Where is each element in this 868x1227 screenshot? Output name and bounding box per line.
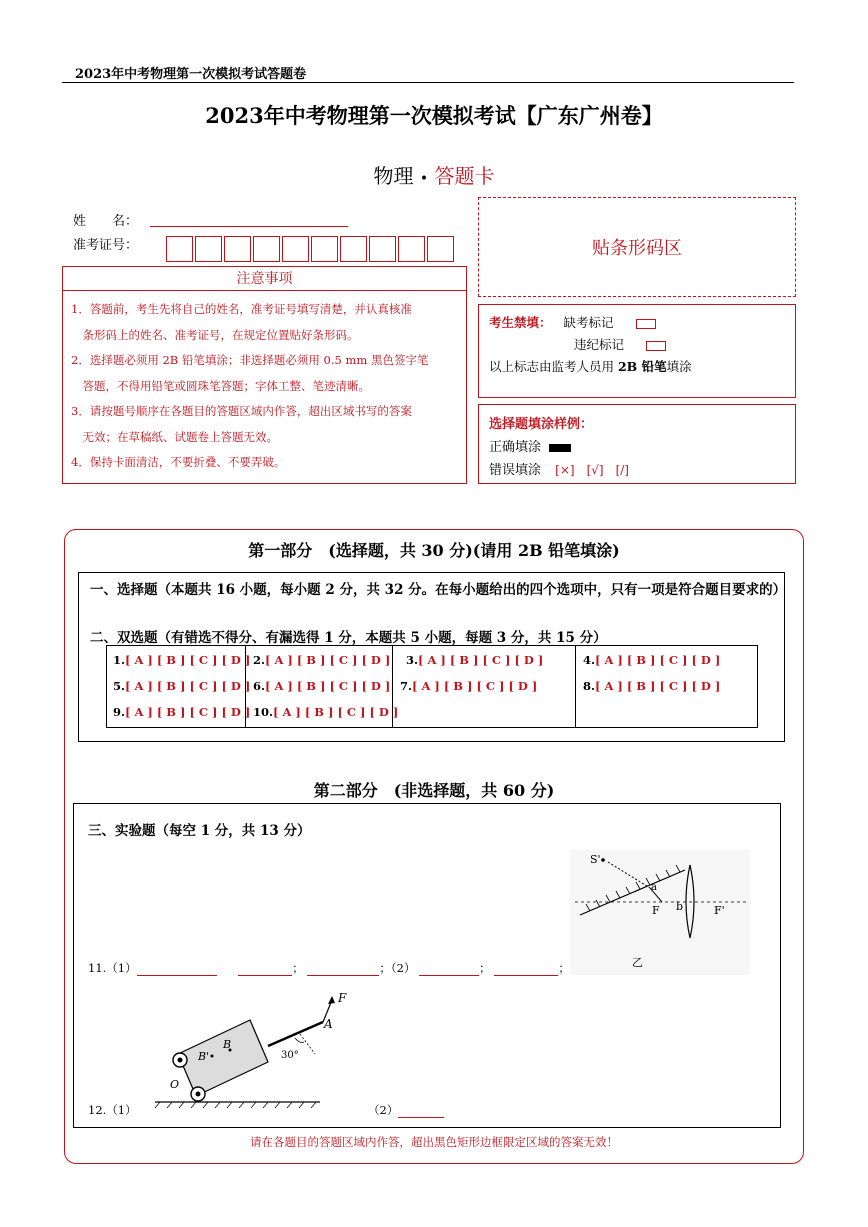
question-1-options[interactable] <box>113 653 250 667</box>
q11-blank-2[interactable] <box>238 963 292 976</box>
label-s-prime: S' <box>590 853 601 866</box>
question-number: 4. <box>583 653 596 667</box>
part1-desc-single: 一、选择题（本题共 16 小题，每小题 2 分，共 32 分。在每小题给出的四个选项中，只有一项是符合题目要求的） <box>90 582 787 598</box>
wrong-marks: [×] [√] [/] <box>555 463 629 477</box>
wheel-bottom-hub <box>196 1092 201 1097</box>
correct-fill-sample <box>549 444 571 452</box>
question-number: 5. <box>113 679 126 693</box>
question-4-options[interactable] <box>583 653 720 667</box>
forbid-note-pre: 以上标志由监考人员用 <box>489 359 618 374</box>
label-b-prime: B' <box>198 1050 210 1063</box>
sub-title-card: 答题卡 <box>434 164 495 188</box>
id-box-2[interactable] <box>195 236 222 262</box>
option-bubbles[interactable]: [ A ] [ B ] [ C ] [ D ] <box>595 679 721 693</box>
question-number: 2. <box>253 653 266 667</box>
correct-label: 正确填涂 <box>489 440 542 455</box>
label-b: B <box>223 1038 232 1051</box>
wheel-top-hub <box>178 1058 183 1063</box>
option-bubbles[interactable]: [ A ] [ B ] [ C ] [ D ] <box>418 653 544 667</box>
ground-hatching <box>155 1102 316 1108</box>
question-number: 10. <box>253 705 274 719</box>
notice-heading: 注意事项 <box>62 266 467 291</box>
forbid-note <box>489 357 785 375</box>
question-3-options[interactable] <box>406 653 543 667</box>
id-box-5[interactable] <box>282 236 309 262</box>
barcode-label: 贴条形码区 <box>592 238 682 259</box>
name-field[interactable] <box>150 226 348 227</box>
label-f-left: F <box>652 904 660 917</box>
notice-line: 条形码上的姓名、准考证号，在规定位置贴好条形码。 <box>71 327 359 342</box>
option-bubbles[interactable]: [ A ] [ B ] [ C ] [ D ] <box>125 705 251 719</box>
id-box-3[interactable] <box>224 236 251 262</box>
running-header: 2023年中考物理第一次模拟考试答题卷 <box>75 67 307 82</box>
option-bubbles[interactable]: [ A ] [ B ] [ C ] [ D ] <box>595 653 721 667</box>
angle-reference <box>300 1034 315 1054</box>
q11-blank-4[interactable] <box>419 963 479 976</box>
question-number: 9. <box>113 705 126 719</box>
option-bubbles[interactable]: [ A ] [ B ] [ C ] [ D ] <box>125 653 251 667</box>
violation-mark-box[interactable] <box>646 341 666 351</box>
question-10-options[interactable] <box>253 705 398 719</box>
question-9-options[interactable] <box>113 705 250 719</box>
absent-mark-box[interactable] <box>636 319 656 329</box>
q11-sep: ； <box>292 961 304 975</box>
notice-line: 2．选择题必须用 2B 铅笔填涂；非选择题必须用 0.5 mm 黑色签字笔 <box>71 353 429 367</box>
absent-label: 缺考标记 <box>563 315 614 330</box>
q3-title: 三、实验题（每空 1 分，共 13 分） <box>88 823 311 839</box>
sample-box <box>478 404 796 484</box>
notice-line: 无效；在草稿纸、试题卷上答题无效。 <box>71 429 278 444</box>
id-box-8[interactable] <box>369 236 396 262</box>
violation-label: 违纪标记 <box>574 337 625 352</box>
q11-sep: ； <box>379 961 391 975</box>
name-label: 姓 名： <box>73 214 139 229</box>
part1-title: 第一部分 (选择题，共 30 分)(请用 2B 铅笔填涂) <box>248 541 620 560</box>
question-number: 1. <box>113 653 126 667</box>
forbid-note-bold: 2B 铅笔 <box>617 359 667 374</box>
sample-label: 选择题填涂样例： <box>489 417 594 432</box>
s-prime-point <box>601 858 605 862</box>
id-box-1[interactable] <box>166 236 193 262</box>
question-7-options[interactable] <box>400 679 537 693</box>
notice-line: 1．答题前，考生先将自己的姓名，准考证号填写清楚，并认真核准 <box>71 302 412 316</box>
q12-label: 12.（1） <box>88 1103 137 1117</box>
q11-blank-3[interactable] <box>307 963 379 976</box>
question-6-options[interactable] <box>253 679 390 693</box>
id-label: 准考证号： <box>73 238 139 253</box>
id-box-7[interactable] <box>340 236 367 262</box>
label-angle: 30° <box>281 1050 299 1061</box>
incline-figure <box>150 990 370 1110</box>
question-number: 8. <box>583 679 596 693</box>
option-bubbles[interactable]: [ A ] [ B ] [ C ] [ D ] <box>412 679 538 693</box>
figure-caption: 乙 <box>632 956 643 969</box>
q11-blank-1[interactable] <box>137 963 217 976</box>
angle-arc <box>295 1038 304 1043</box>
q12-part2-label: （2） <box>368 1103 399 1117</box>
sub-title-dot: • <box>419 171 429 187</box>
header-rule <box>62 82 794 83</box>
notice-line: 3．请按题号顺序在各题目的答题区域内作答，超出区域书写的答案 <box>71 404 412 418</box>
q12-blank-2[interactable] <box>398 1105 444 1118</box>
label-a: a <box>651 882 657 893</box>
option-bubbles[interactable]: [ A ] [ B ] [ C ] [ D ] <box>265 653 391 667</box>
wrong-label: 错误填涂 <box>489 463 542 478</box>
q11-sep: ； <box>479 961 491 975</box>
id-box-6[interactable] <box>311 236 338 262</box>
question-number: 6. <box>253 679 266 693</box>
barcode-area <box>478 197 796 297</box>
sub-title <box>0 160 868 189</box>
question-number: 3. <box>406 653 419 667</box>
option-bubbles[interactable]: [ A ] [ B ] [ C ] [ D ] <box>265 679 391 693</box>
optics-figure <box>570 850 750 975</box>
forbid-label: 考生禁填： <box>489 315 552 330</box>
q11-blank-5[interactable] <box>494 963 558 976</box>
notice-body <box>62 291 467 484</box>
id-box-10[interactable] <box>427 236 454 262</box>
options-col-divider <box>575 645 576 728</box>
forbid-box <box>478 304 796 398</box>
q12-part2-row <box>368 1102 444 1118</box>
notice-line: 答题，不得用铅笔或圆珠笔答题；字体工整、笔迹清晰。 <box>71 378 370 393</box>
q11-answer-row <box>88 960 570 976</box>
force-arrowhead <box>328 996 335 1004</box>
q11-sep: ； <box>558 961 570 975</box>
label-a: A <box>324 1017 333 1031</box>
handle-bar <box>268 1022 323 1046</box>
question-number: 7. <box>400 679 413 693</box>
label-f-right: F' <box>714 904 725 917</box>
id-box-4[interactable] <box>253 236 280 262</box>
q11-label: 11.（1） <box>88 961 137 975</box>
question-2-options[interactable] <box>253 653 390 667</box>
page-title: 2023年中考物理第一次模拟考试【广东广州卷】 <box>205 103 663 128</box>
label-force: F <box>338 991 347 1005</box>
label-o: O <box>170 1078 180 1091</box>
option-bubbles[interactable]: [ A ] [ B ] [ C ] [ D ] <box>273 705 399 719</box>
notice-line: 4．保持卡面清洁，不要折叠、不要弄破。 <box>71 455 286 469</box>
part1-desc-double: 二、双选题（有错选不得分、有漏选得 1 分，本题共 5 小题，每题 3 分，共 15 分） <box>90 630 607 646</box>
forbid-note-post: 填涂 <box>666 359 692 374</box>
id-box-9[interactable] <box>398 236 425 262</box>
sub-title-subject: 物理 <box>373 164 414 188</box>
footer-note: 请在各题目的答题区域内作答，超出黑色矩形边框限定区域的答案无效！ <box>250 1135 618 1149</box>
q11-part2-label: （2） <box>390 961 416 975</box>
trolley-body <box>178 1020 268 1096</box>
q12-answer-row <box>88 1102 137 1118</box>
question-5-options[interactable] <box>113 679 250 693</box>
question-8-options[interactable] <box>583 679 720 693</box>
label-b: b <box>676 900 684 913</box>
point-b-prime <box>211 1055 214 1058</box>
option-bubbles[interactable]: [ A ] [ B ] [ C ] [ D ] <box>125 679 251 693</box>
part2-title: 第二部分 (非选择题，共 60 分) <box>313 781 555 800</box>
